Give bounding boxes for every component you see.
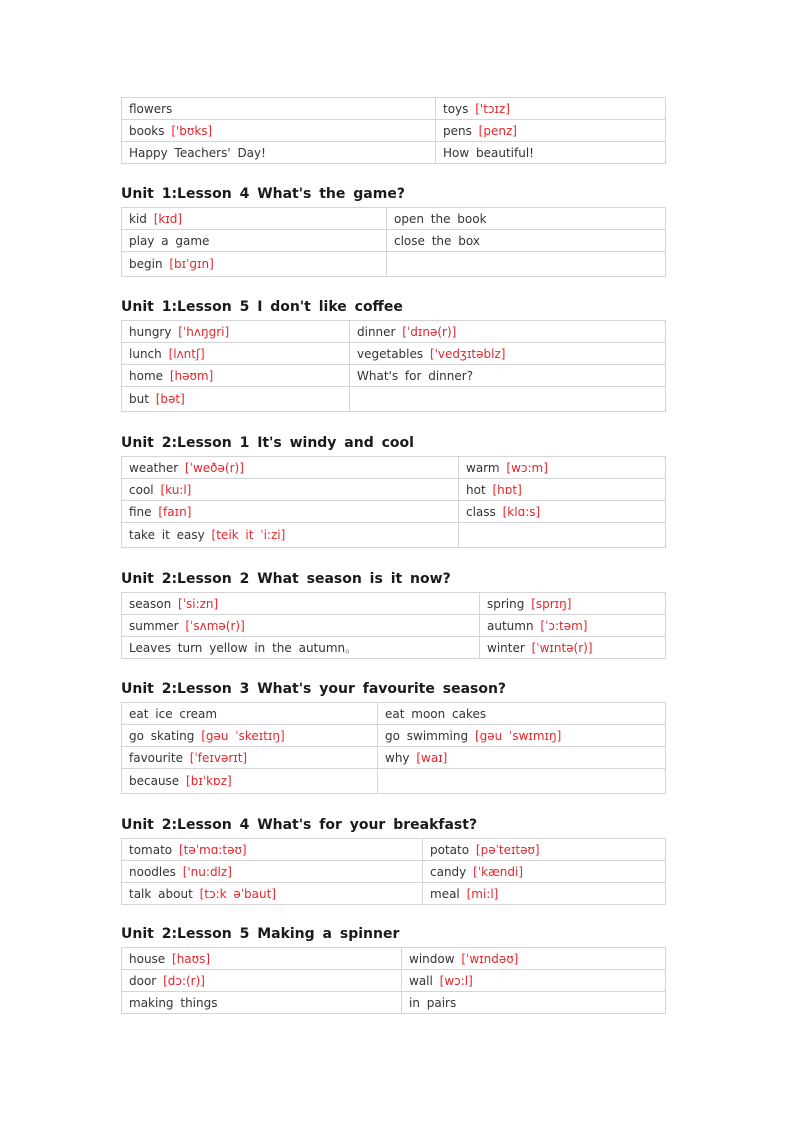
table-cell: dinner [ˈdɪnə(r)]	[350, 321, 666, 343]
table-row	[122, 593, 666, 615]
table-row	[122, 970, 666, 992]
table-cell: weather [ˈweðə(r)]	[122, 457, 459, 479]
table-row	[122, 703, 666, 725]
vocab-table-intro	[121, 97, 666, 164]
table-row	[122, 883, 666, 905]
table-cell: candy [ˈkændi]	[423, 861, 666, 883]
table-row	[122, 252, 666, 277]
table-cell: pens [penz]	[436, 120, 666, 142]
table-cell: close the box	[387, 230, 666, 252]
table-cell: toys ['tɔɪz]	[436, 98, 666, 120]
table-cell	[378, 769, 666, 794]
table-row	[122, 747, 666, 769]
table-cell: fine [faɪn]	[122, 501, 459, 523]
table-row	[122, 523, 666, 548]
table-cell: window [ˈwɪndəʊ]	[402, 948, 666, 970]
table-cell: favourite [ˈfeɪvərɪt]	[122, 747, 378, 769]
table-row	[122, 457, 666, 479]
section-heading: Unit 1:Lesson 4 What's the game?	[121, 186, 405, 202]
table-cell: take it easy [teik it ˈi:zi]	[122, 523, 459, 548]
table-cell: hot [hɒt]	[459, 479, 666, 501]
table-cell: talk about [tɔ:k əˈbaut]	[122, 883, 423, 905]
table-cell: noodles ['nu:dlz]	[122, 861, 423, 883]
table-cell: potato [pəˈteɪtəʊ]	[423, 839, 666, 861]
table-cell: summer [ˈsʌmə(r)]	[122, 615, 480, 637]
table-row	[122, 98, 666, 120]
table-cell	[459, 523, 666, 548]
table-row	[122, 948, 666, 970]
table-cell: What's for dinner?	[350, 365, 666, 387]
table-cell: making things	[122, 992, 402, 1014]
table-cell: Happy Teachers' Day!	[122, 142, 436, 164]
table-cell: winter [ˈwɪntə(r)]	[480, 637, 666, 659]
table-cell: How beautiful!	[436, 142, 666, 164]
table-cell: season [ˈsi:zn]	[122, 593, 480, 615]
table-cell: kid [kɪd]	[122, 208, 387, 230]
table-row	[122, 479, 666, 501]
table-cell	[387, 252, 666, 277]
section-heading: Unit 2:Lesson 4 What's for your breakfast?	[121, 817, 478, 833]
vocab-table	[121, 207, 666, 277]
table-cell: flowers	[122, 98, 436, 120]
table-cell: class [klɑ:s]	[459, 501, 666, 523]
vocab-table	[121, 838, 666, 905]
table-cell: home [həʊm]	[122, 365, 350, 387]
table-cell: Leaves turn yellow in the autumn。	[122, 637, 480, 659]
vocab-table	[121, 702, 666, 794]
section-heading: Unit 2:Lesson 5 Making a spinner	[121, 926, 400, 942]
table-cell: begin [bɪˈɡɪn]	[122, 252, 387, 277]
table-row	[122, 230, 666, 252]
table-row	[122, 343, 666, 365]
table-cell: hungry [ˈhʌŋgri]	[122, 321, 350, 343]
table-cell: but [bət]	[122, 387, 350, 412]
table-row	[122, 861, 666, 883]
table-cell: lunch [lʌntʃ]	[122, 343, 350, 365]
table-cell: eat moon cakes	[378, 703, 666, 725]
table-cell: go skating [gəu ˈskeɪtɪŋ]	[122, 725, 378, 747]
table-cell	[350, 387, 666, 412]
table-row	[122, 725, 666, 747]
table-cell: autumn [ˈɔ:təm]	[480, 615, 666, 637]
table-row	[122, 321, 666, 343]
section-heading: Unit 1:Lesson 5 I don't like coffee	[121, 299, 403, 315]
table-row	[122, 839, 666, 861]
section-heading: Unit 2:Lesson 2 What season is it now?	[121, 571, 451, 587]
table-cell: cool [ku:l]	[122, 479, 459, 501]
table-cell: open the book	[387, 208, 666, 230]
table-cell: in pairs	[402, 992, 666, 1014]
table-cell: door [dɔ:(r)]	[122, 970, 402, 992]
table-cell: vegetables ['vedʒɪtəblz]	[350, 343, 666, 365]
table-row	[122, 769, 666, 794]
table-cell: tomato [təˈmɑ:təʊ]	[122, 839, 423, 861]
table-cell: play a game	[122, 230, 387, 252]
table-row	[122, 637, 666, 659]
table-cell: books ['bʊks]	[122, 120, 436, 142]
table-cell: wall [wɔ:l]	[402, 970, 666, 992]
vocab-table	[121, 456, 666, 548]
table-cell: meal [mi:l]	[423, 883, 666, 905]
section-heading: Unit 2:Lesson 1 It's windy and cool	[121, 435, 414, 451]
table-row	[122, 142, 666, 164]
table-row	[122, 365, 666, 387]
table-cell: go swimming [gəu ˈswɪmɪŋ]	[378, 725, 666, 747]
table-row	[122, 208, 666, 230]
table-cell: house [haʊs]	[122, 948, 402, 970]
table-cell: why [waɪ]	[378, 747, 666, 769]
table-cell: warm [wɔ:m]	[459, 457, 666, 479]
table-cell: eat ice cream	[122, 703, 378, 725]
vocab-table	[121, 592, 666, 659]
table-row	[122, 387, 666, 412]
table-cell: because [bɪˈkɒz]	[122, 769, 378, 794]
section-heading: Unit 2:Lesson 3 What's your favourite season?	[121, 681, 507, 697]
table-row	[122, 501, 666, 523]
table-row	[122, 615, 666, 637]
table-cell: spring [sprɪŋ]	[480, 593, 666, 615]
vocab-table	[121, 320, 666, 412]
table-row	[122, 992, 666, 1014]
vocab-table	[121, 947, 666, 1014]
table-row	[122, 120, 666, 142]
